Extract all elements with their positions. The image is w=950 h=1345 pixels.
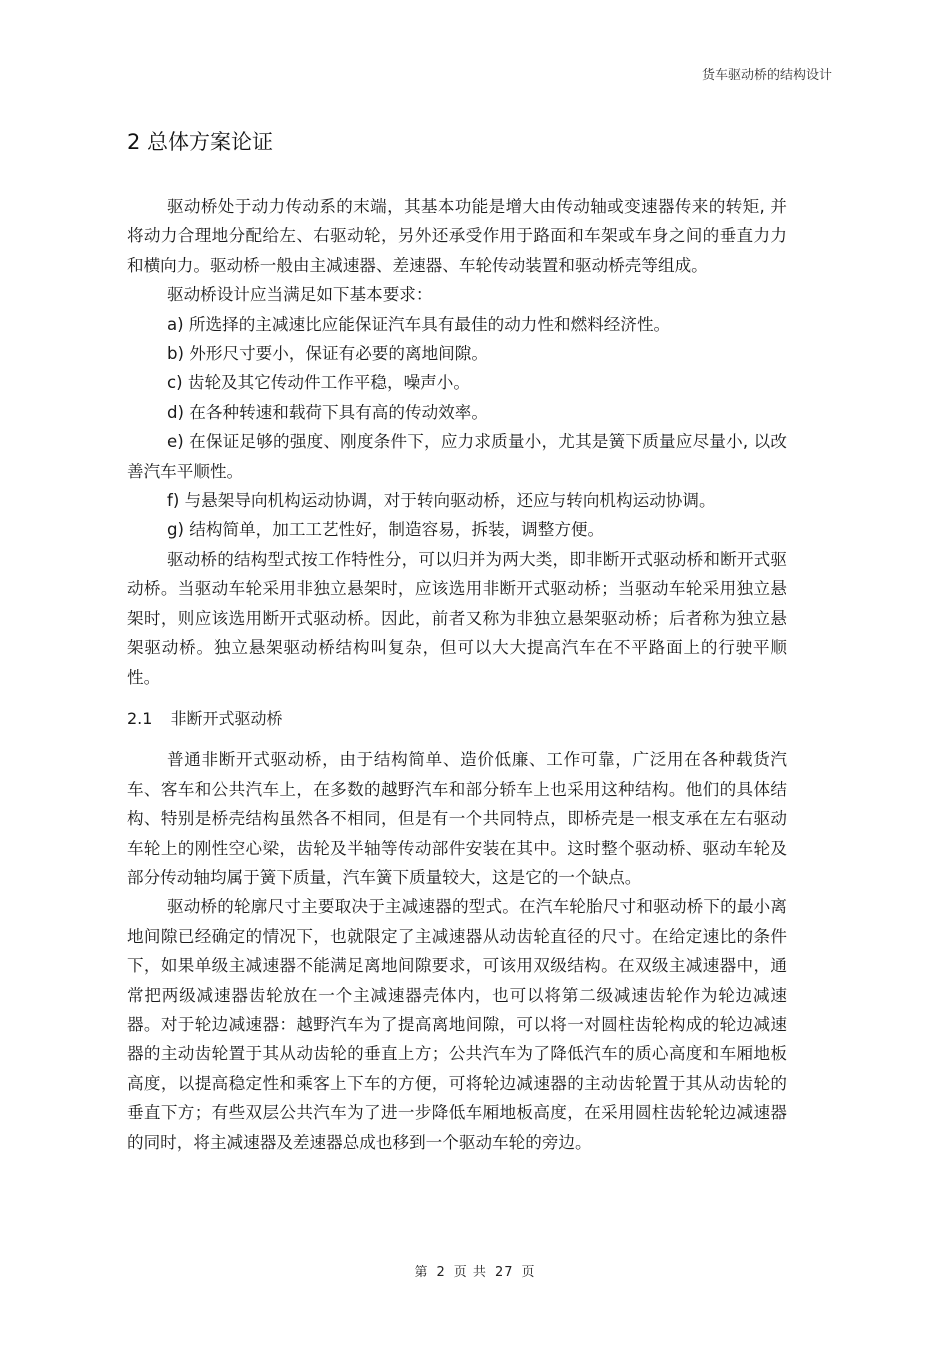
footer-prefix: 第 [414,1265,429,1280]
paragraph-classification: 驱动桥的结构型式按工作特性分，可以归并为两大类，即非断开式驱动桥和断开式驱动桥。当驱动车轮采用非独立悬架时，应该选用非断开式驱动桥；当驱动车轮采用独立悬架时，则应该选用断开式驱动桥。因此，前者又称为非独立悬架驱动桥；后者称为独立悬架驱动桥。独立悬架驱动桥结构叫复杂，但可以大大提高汽车在不平路面上的行驶平顺性。 [127,549,787,687]
section-heading-2-1 [127,704,787,733]
running-header: 货车驱动桥的结构设计 [701,68,832,83]
footer-total-pages: 27 [494,1265,514,1280]
paragraph-non-split-axle: 普通非断开式驱动桥，由于结构简单、造价低廉、工作可靠，广泛用在各种载货汽车、客车和公共汽车上，在多数的越野汽车和部分轿车上也采用这种结构。他们的具体结构、特别是桥壳结构虽然各不相同，但是有一个共同特点，即桥壳是一根支承在左右驱动车轮上的刚性空心梁，齿轮及半轴等传动部件安装在其中。这时整个驱动桥、驱动车轮及部分传动轴均属于簧下质量，汽车簧下质量较大，这是它的一个缺点。 [127,750,787,887]
paragraph-requirements-lead: 驱动桥设计应当满足如下基本要求： [167,285,433,305]
paragraph-intro: 驱动桥处于动力传动系的末端，其基本功能是增大由传动轴或变速器传来的转矩, 并将动力合理地分配给左、右驱动轮，另外还承受作用于路面和车架或车身之间的垂直力力和横向力。驱动桥一般由主减速器、差速器、车轮传动装置和驱动桥壳等组成。 [127,197,787,275]
footer-suffix: 页 [521,1265,536,1280]
footer-mid: 页 共 [453,1265,487,1280]
requirement-f: f) 与悬架导向机构运动协调，对于转向驱动桥，还应与转向机构运动协调。 [167,491,716,511]
requirement-d: d) 在各种转速和载荷下具有高的传动效率。 [167,402,488,422]
footer-page-number: 2 [436,1265,446,1280]
document-body [127,192,787,1157]
requirement-g: g) 结构简单，加工工艺性好，制造容易，拆装，调整方便。 [167,520,605,540]
requirement-e: e) 在保证足够的强度、刚度条件下，应力求质量小，尤其是簧下质量应尽量小, 以改善汽车平顺性。 [127,432,787,481]
chapter-title: 2 总体方案论证 [127,130,274,154]
requirement-c: c) 齿轮及其它传动件工作平稳，噪声小。 [167,373,470,393]
requirement-b: b) 外形尺寸要小，保证有必要的离地间隙。 [167,344,488,364]
section-number: 2.1 [127,708,153,728]
page-footer [0,1261,950,1280]
requirement-a: a) 所选择的主减速比应能保证汽车具有最佳的动力性和燃料经济性。 [167,314,671,334]
paragraph-main-reducer: 驱动桥的轮廓尺寸主要取决于主减速器的型式。在汽车轮胎尺寸和驱动桥下的最小离地间隙已经确定的情况下，也就限定了主减速器从动齿轮直径的尺寸。在给定速比的条件下，如果单级主减速器不能满足离地间隙要求，可该用双级结构。在双级主减速器中，通常把两级减速器齿轮放在一个主减速器壳体内，也可以将第二级减速齿轮作为轮边减速器。对于轮边减速器：越野汽车为了提高离地间隙，可以将一对圆柱齿轮构成的轮边减速器的主动齿轮置于其从动齿轮的垂直上方；公共汽车为了降低汽车的质心高度和车厢地板高度，以提高稳定性和乘客上下车的方便，可将轮边减速器的主动齿轮置于其从动齿轮的垂直下方；有些双层公共汽车为了进一步降低车厢地板高度，在采用圆柱齿轮轮边减速器的同时，将主减速器及差速器总成也移到一个驱动车轮的旁边。 [127,897,787,1152]
section-title: 非断开式驱动桥 [170,708,283,728]
